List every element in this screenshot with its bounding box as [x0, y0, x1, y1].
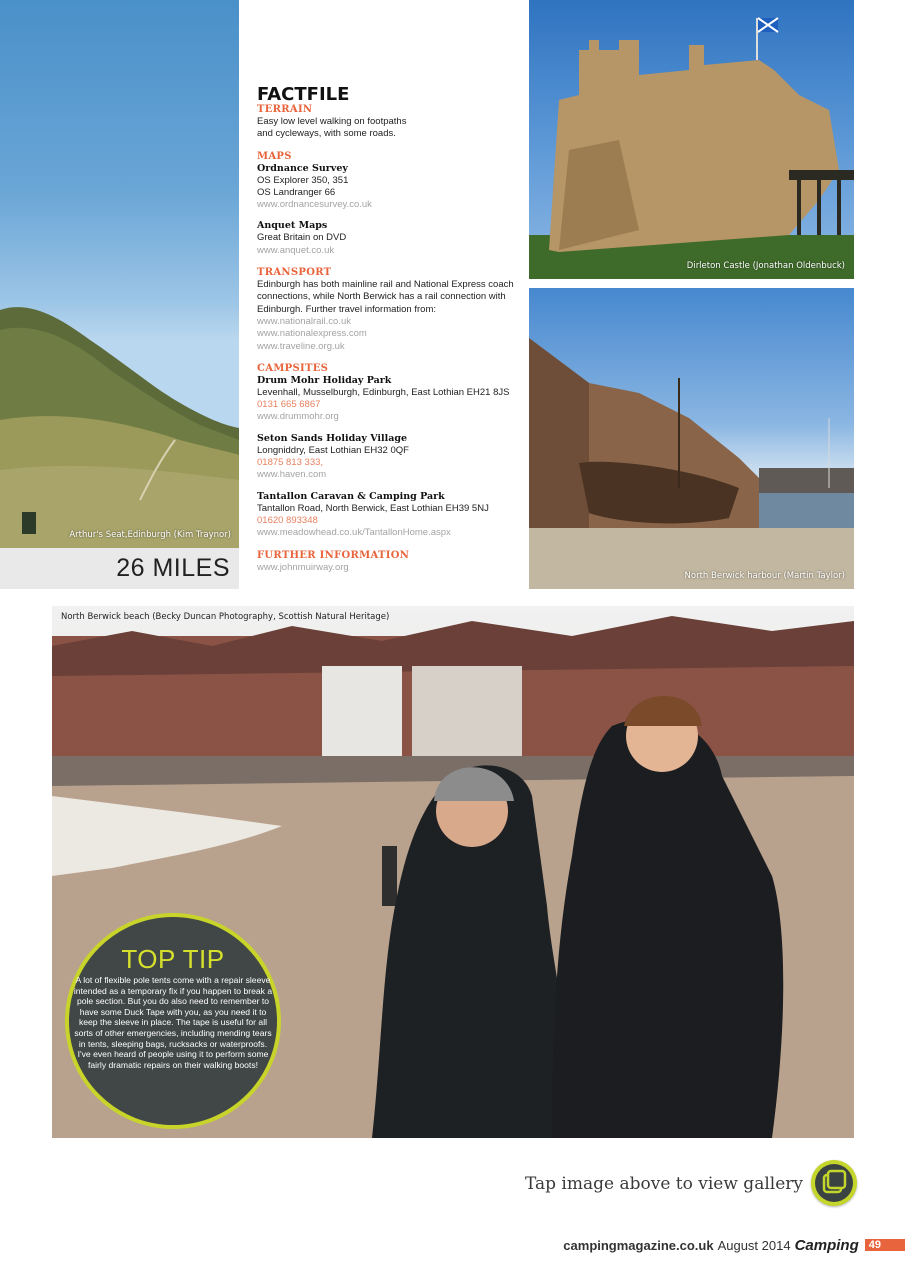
anquet-name: Anquet Maps — [257, 220, 328, 232]
traveline-link[interactable]: www.traveline.org.uk — [257, 340, 345, 352]
transport-heading: TRANSPORT — [257, 267, 332, 279]
transport-line: Edinburgh has both mainline rail and National Express coach — [257, 279, 514, 291]
distance-bar — [0, 548, 239, 589]
drum-link[interactable]: www.drummohr.org — [257, 411, 339, 423]
transport-line: connections, while North Berwick has a rail connection with — [257, 291, 506, 303]
tantallon-name: Tantallon Caravan & Camping Park — [257, 490, 445, 502]
gallery-label: Tap image above to view gallery — [524, 1174, 803, 1194]
top-tip-badge — [65, 913, 281, 1129]
harbour-caption: North Berwick harbour (Martin Taylor) — [684, 571, 845, 581]
anquet-link[interactable]: www.anquet.co.uk — [257, 244, 335, 256]
terrain-line: and cycleways, with some roads. — [257, 128, 396, 140]
seton-address: Longniddry, East Lothian EH32 0QF — [257, 444, 409, 456]
harbour-illustration — [529, 288, 854, 589]
castle-illustration — [529, 0, 854, 279]
drum-name: Drum Mohr Holiday Park — [257, 374, 392, 386]
top-tip-title: TOP TIP — [121, 944, 225, 974]
arthurs-seat-illustration — [0, 0, 239, 548]
castle-caption: Dirleton Castle (Jonathan Oldenbuck) — [686, 261, 845, 271]
terrain-line: Easy low level walking on footpaths — [257, 116, 407, 127]
arthurs-seat-photo[interactable] — [0, 0, 239, 548]
nationalrail-link[interactable]: www.nationalrail.co.uk — [257, 315, 351, 327]
os-link[interactable]: www.ordnancesurvey.co.uk — [257, 199, 372, 211]
seton-link[interactable]: www.haven.com — [257, 469, 327, 481]
top-tip-body: A lot of flexible pole tents come with a repair sleeve intended as a temporary fix if you happen to break a pole section. But you do also need to remember to have some Duck Tape with you, as you need it to keep the sleeve in place. The tape is useful for all sorts of other emergencies, including mending tears in tents, sleeping bags, rucksacks or waterproofs. I've even heard of people using it to perform some fairly dramatic repairs on their walking boots! — [73, 975, 273, 1070]
tantallon-link[interactable]: www.meadowhead.co.uk/TantallonHome.aspx — [257, 527, 451, 539]
campsites-heading: CAMPSITES — [257, 362, 329, 374]
drum-address: Levenhall, Musselburgh, Edinburgh, East Lothian EH21 8JS — [257, 386, 510, 398]
factfile-title: FACTFILE — [257, 84, 350, 105]
transport-line: Edinburgh. Further travel information from: — [257, 303, 436, 315]
footer-brand: Camping — [794, 1236, 859, 1254]
harbour-photo[interactable] — [529, 288, 854, 589]
maps-heading: MAPS — [257, 150, 292, 162]
footer-site[interactable]: campingmagazine.co.uk — [563, 1237, 714, 1253]
drum-phone: 0131 665 6867 — [257, 399, 321, 411]
page-number: 49 — [865, 1239, 905, 1251]
dirleton-castle-photo[interactable] — [529, 0, 854, 279]
further-heading: FURTHER INFORMATION — [257, 549, 410, 561]
nationalexpress-link[interactable]: www.nationalexpress.com — [257, 328, 367, 340]
gallery-button[interactable] — [811, 1160, 857, 1206]
arthurs-seat-caption: Arthur's Seat,Edinburgh (Kim Traynor) — [69, 530, 231, 540]
os-name: Ordnance Survey — [257, 162, 348, 174]
os-line: OS Explorer 350, 351 — [257, 174, 349, 186]
tantallon-address: Tantallon Road, North Berwick, East Lothian EH39 5NJ — [257, 502, 489, 514]
footer-date: August 2014 — [717, 1237, 791, 1253]
seton-name: Seton Sands Holiday Village — [257, 432, 408, 444]
os-line: OS Landranger 66 — [257, 186, 336, 198]
terrain-heading: TERRAIN — [257, 104, 313, 115]
johnmuirway-link[interactable]: www.johnmuirway.org — [257, 561, 349, 573]
gallery-icon — [815, 1164, 853, 1202]
seton-phone: 01875 813 333, — [257, 457, 324, 469]
anquet-line: Great Britain on DVD — [257, 232, 347, 244]
beach-caption: North Berwick beach (Becky Duncan Photography, Scottish Natural Heritage) — [61, 612, 390, 622]
page-footer — [563, 1237, 905, 1253]
tantallon-phone: 01620 893348 — [257, 514, 318, 526]
factfile — [257, 86, 519, 574]
distance-label: 26 MILES — [116, 554, 230, 582]
